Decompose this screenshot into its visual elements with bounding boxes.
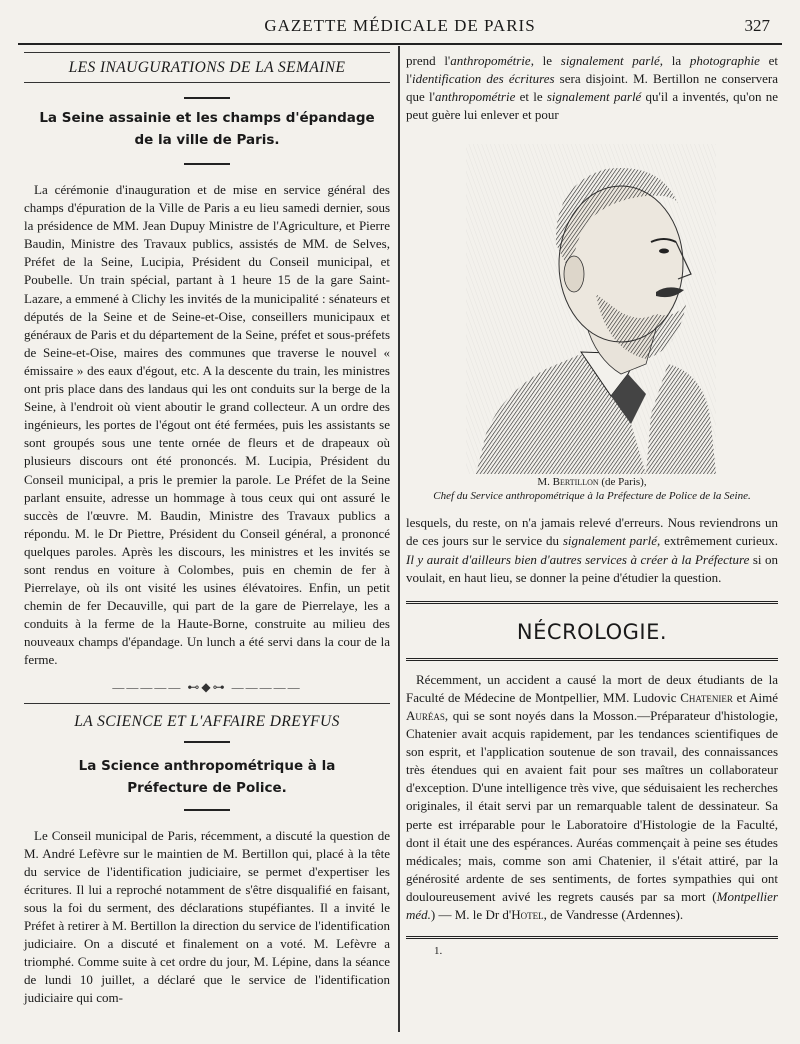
headline-anthropometrie	[24, 755, 390, 799]
section-rule	[24, 703, 390, 704]
article-bertillon: Le Conseil municipal de Paris, récemment, a discuté la question de M. André Lefèvre sur le maintien de M. Bertillon qui, placé à la tête du service de l'identification judiciaire, se permet d'expertiser les écritures. Il lui a reproché notamment de s'être disqualifié en faisant, sous la foi du serment, des déclarations stupéfiantes. Il a invité le Préfet à retirer à M. Bertillon la direction du service de l'identification judiciaire. On a discuté et finalement on a voté. M. Lefèvre a triomphé. Comme suite à cet ordre du jour, M. Lépine, dans la séance de lundi 10 juillet, a déclaré que le service de l'identification judiciaire qui com-	[24, 827, 390, 1006]
short-rule	[184, 809, 230, 811]
section-rule	[406, 658, 778, 661]
portrait-caption-name: M. Bertillon (de Paris),	[537, 476, 647, 489]
article-bertillon-continued: prend l'anthropométrie, le signalement parlé, la photographie et l'identification des écritures sera disjoint. M. Bertillon ne conservera que l'anthropométrie et le signalement parlé qu'il a inventés, qu'on ne peut guère lui enlever et pour	[406, 53, 779, 123]
section-title-inaugurations: LES INAUGURATIONS DE LA SEMAINE	[68, 59, 346, 76]
article-bertillon-end: lesquels, du reste, on n'a jamais relevé d'erreurs. Nous reviendrons un de ces jours sur le service du signalement parlé, extrêmement curieux. Il y aurait d'ailleurs bien d'autres services à créer à la Préfecture si on voulait, en haut lieu, se donner la peine d'étudier la question.	[406, 515, 779, 585]
portrait-caption-role: Chef du Service anthropométrique à la Préfecture de Police de la Seine.	[433, 490, 751, 503]
headline-line: La Science anthropométrique à la	[78, 757, 336, 774]
column-divider	[398, 46, 400, 1032]
headline-line: de la ville de Paris.	[134, 132, 280, 148]
headline-seine	[24, 107, 390, 151]
journal-title: GAZETTE MÉDICALE DE PARIS	[264, 16, 536, 35]
section-rule	[406, 601, 778, 604]
short-rule	[184, 163, 230, 165]
necrologie-title: NÉCROLOGIE.	[516, 619, 668, 644]
section-rule	[24, 82, 390, 83]
short-rule	[184, 97, 230, 99]
portrait-engraving	[406, 124, 778, 474]
article-inauguration: La cérémonie d'inauguration et de mise en service général des champs d'épuration de la Ville de Paris a eu lieu samedi dernier, sous la présidence de MM. Jean Dupuy Ministre de l'Agriculture, et Pierre Baudin, Ministre des Travaux publics, assistés de MM. de Selves, Préfet de la Seine, Lucipia, Président du Conseil municipal, et Poubelle. Un train spécial, partant à 1 heure 15 de la gare Saint-Lazare, a emmené à Clichy les invités de la municipalité : sénateurs et députés de la Seine et de Seine-et-Oise, conseillers municipaux et généraux de Paris et du département de la Seine, préfet et sous-préfets de Seine-et-Oise, maires des communes que traverse le nouvel « émissaire » des eaux d'égout, etc. A la descente du train, les ministres ont pris place dans des landaus qui les ont conduits sur la berge de la Seine, à l'endroit où vient aboutir le grand collecteur. A un ordre des ingénieurs, les portes de l'égout ont été fermées, puis les assistants se sont groupés sous une tente ornée de fleurs et de drapeaux où plusieurs discours ont été prononcés. M. Lucipia, Président du Conseil municipal, a pris le premier la parole. Le Préfet de la Seine parlant ensuite, adresse un hommage à tous ceux qui ont assuré le succès de l'œuvre. M. Baudin, Ministre des Travaux publics a répondu. M. le Dr Piettre, Président du Conseil général, a prononcé quelques paroles. Après les discours, les ministres et les invités se sont rendus en voiture à Colombes, puis en chemin de fer à Pierrelaye, où ils ont visité les usines élévatoires. Enfin, un petit chemin de fer Decauville, qui part de la gare de Pierrelaye, les a conduits à la ferme de la Haute-Borne, construite au milieu des nouveaux champs d'épandage. Un lunch a été servi dans la cour de la ferme.	[24, 182, 390, 668]
page-header	[0, 0, 800, 40]
short-rule	[184, 741, 230, 743]
footnote-marker: 1.	[434, 945, 443, 958]
page-number: 327	[744, 16, 770, 35]
headline-line: Préfecture de Police.	[127, 779, 287, 796]
ornament-divider: ————— ⊷◆⊶ —————	[112, 679, 302, 694]
article-necrologie: Récemment, un accident a causé la mort de deux étudiants de la Faculté de Médecine de Montpellier, MM. Ludovic Chatenier et Aimé Auréas, qui se sont noyés dans la Mosson.—Préparateur d'histologie, Chatenier avait acquis rapidement, par les tendances scientifiques de son esprit, et l'application soutenue de son travail, des connaissances très étendues qui en avaient fait pour ses maîtres un collaborateur d'exception. D'une intelligence très vive, que séduisaient les recherches originales, il était servi par un remarquable talent de dessinateur. Sa perte est irréparable pour le Laboratoire d'Histologie de la Faculté, dont il était une des espérances. Auréas commençait à peine ses études médicales; mais, comme son ami Chatenier, il s'était attiré, par la générosité ardente de ses sentiments, de fortes sympathies qui ont douloureusement avivé les regrets causés par sa mort (Montpellier méd.) — M. le Dr d'Hotel, de Vandresse (Ardennes).	[406, 671, 778, 922]
left-column	[24, 52, 390, 1007]
headline-line: La Seine assainie et les champs d'épandage	[39, 110, 375, 126]
section-title-dreyfus: LA SCIENCE ET L'AFFAIRE DREYFUS	[74, 712, 340, 730]
header-rule	[18, 43, 782, 45]
section-rule	[24, 52, 390, 53]
right-column	[406, 52, 778, 957]
footer-rule	[406, 936, 778, 939]
bertillon-portrait	[406, 124, 778, 474]
